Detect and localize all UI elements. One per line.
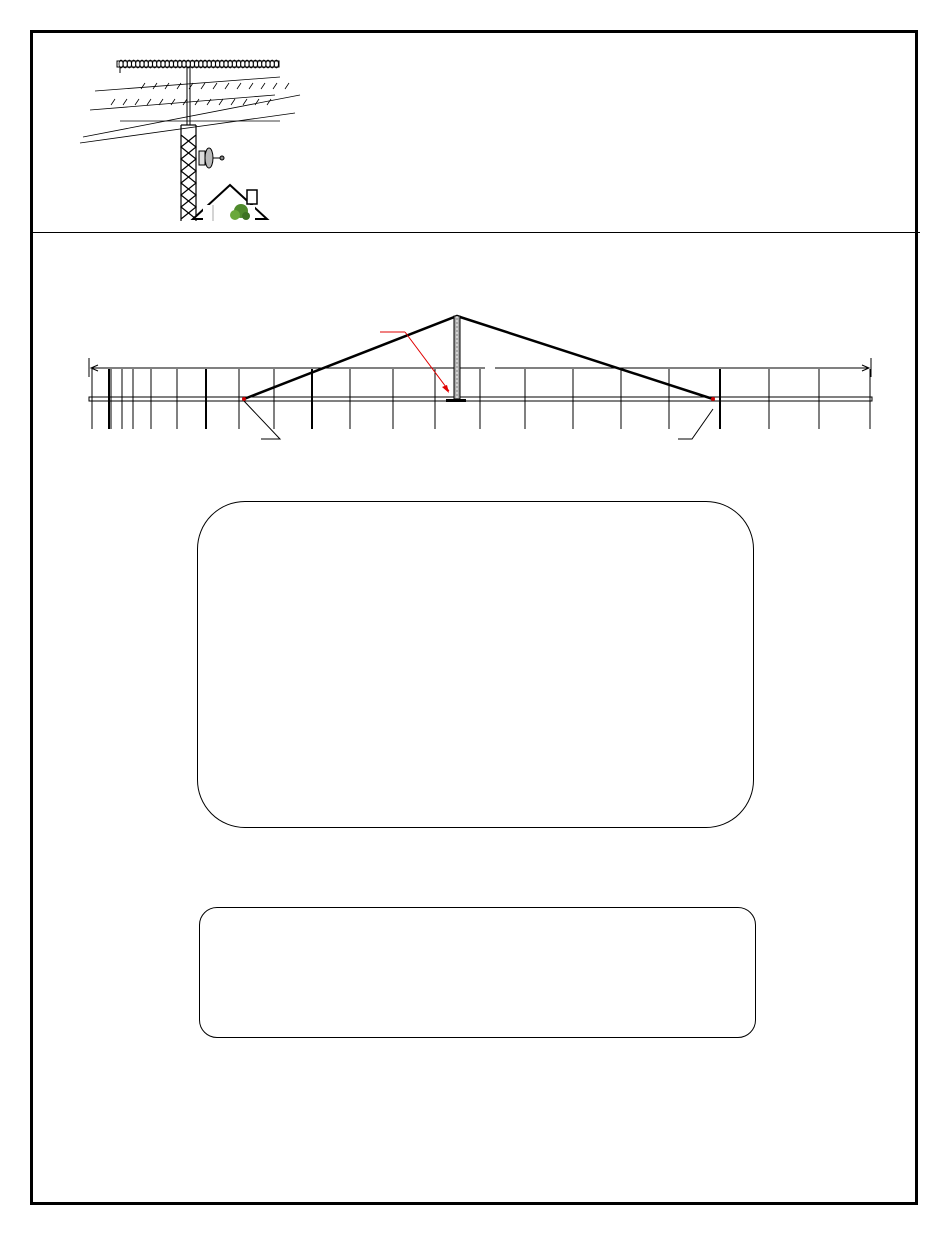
note-box-main [197, 501, 754, 828]
header-divider [30, 232, 920, 233]
antenna-tower-house-icon [75, 55, 310, 225]
note-box-secondary [199, 907, 756, 1038]
yagi-antenna-boom-icon [80, 305, 880, 450]
